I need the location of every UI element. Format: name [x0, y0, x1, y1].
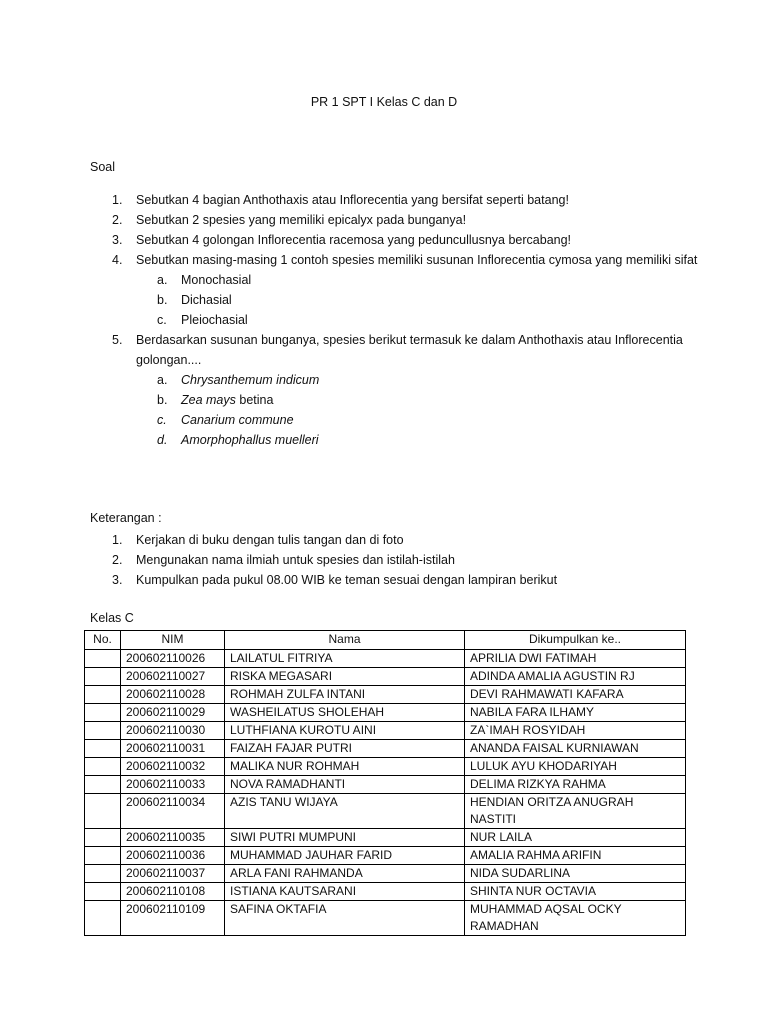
cell-no: [85, 794, 121, 829]
cell-nim: 200602110108: [121, 883, 225, 901]
cell-no: [85, 901, 121, 936]
cell-nim: 200602110035: [121, 829, 225, 847]
cell-nama: LAILATUL FITRIYA: [225, 650, 465, 668]
table-row: [85, 901, 686, 936]
table-row: [85, 668, 686, 686]
cell-nim: 200602110033: [121, 776, 225, 794]
cell-dikumpulkan: DELIMA RIZKYA RAHMA: [465, 776, 686, 794]
cell-dikumpulkan: DEVI RAHMAWATI KAFARA: [465, 686, 686, 704]
table-body: [85, 650, 686, 936]
table-row: [85, 650, 686, 668]
cell-nama: MUHAMMAD JAUHAR FARID: [225, 847, 465, 865]
table-row: [85, 686, 686, 704]
species-name: Canarium commune: [181, 413, 294, 427]
question-number: 4.: [112, 253, 123, 267]
cell-nama: MALIKA NUR ROHMAH: [225, 758, 465, 776]
table-row: [85, 758, 686, 776]
question-item: [112, 210, 702, 230]
question-number: 5.: [112, 333, 123, 347]
cell-dikumpulkan: HENDIAN ORITZA ANUGRAH NASTITI: [465, 794, 686, 829]
cell-dikumpulkan: MUHAMMAD AQSAL OCKY RAMADHAN: [465, 901, 686, 936]
cell-no: [85, 668, 121, 686]
sub-item: [112, 270, 702, 290]
cell-dikumpulkan: APRILIA DWI FATIMAH: [465, 650, 686, 668]
sub-letter: b.: [157, 393, 168, 407]
cell-nama: ISTIANA KAUTSARANI: [225, 883, 465, 901]
submission-table: [84, 630, 686, 936]
table-row: [85, 865, 686, 883]
note-item: [112, 570, 702, 590]
sub-letter: c.: [157, 313, 167, 327]
question-item: [112, 330, 702, 370]
question-item: [112, 250, 702, 270]
table-row: [85, 722, 686, 740]
cell-no: [85, 776, 121, 794]
document-title: PR 1 SPT I Kelas C dan D: [310, 95, 458, 109]
note-item: [112, 550, 702, 570]
cell-dikumpulkan: NIDA SUDARLINA: [465, 865, 686, 883]
keterangan-heading: Keterangan :: [90, 511, 162, 525]
question-item: [112, 230, 702, 250]
cell-dikumpulkan: ADINDA AMALIA AGUSTIN RJ: [465, 668, 686, 686]
species-name: Zea mays: [181, 393, 236, 407]
sub-letter: a.: [157, 273, 168, 287]
table-row: [85, 829, 686, 847]
question-text: Sebutkan 2 spesies yang memiliki epicalyx pada bunganya!: [136, 213, 467, 227]
cell-no: [85, 722, 121, 740]
cell-no: [85, 847, 121, 865]
header-nama: Nama: [225, 631, 465, 650]
cell-dikumpulkan: LULUK AYU KHODARIYAH: [465, 758, 686, 776]
sub-item: [112, 430, 702, 450]
header-no: No.: [85, 631, 121, 650]
note-text: Kerjakan di buku dengan tulis tangan dan di foto: [136, 533, 404, 547]
table-row: [85, 740, 686, 758]
cell-dikumpulkan: ANANDA FAISAL KURNIAWAN: [465, 740, 686, 758]
cell-nama: SAFINA OKTAFIA: [225, 901, 465, 936]
note-number: 2.: [112, 553, 123, 567]
table-header-row: [85, 631, 686, 650]
question-list: [112, 190, 702, 450]
cell-nim: 200602110026: [121, 650, 225, 668]
question-text: Sebutkan masing-masing 1 contoh spesies memiliki susunan Inflorecentia cymosa yang memiliki sifat: [136, 253, 698, 267]
question-text: Berdasarkan susunan bunganya, spesies berikut termasuk ke dalam Anthothaxis atau Inflorecentia golongan....: [136, 333, 683, 367]
cell-nama: RISKA MEGASARI: [225, 668, 465, 686]
note-text: Kumpulkan pada pukul 08.00 WIB ke teman sesuai dengan lampiran berikut: [136, 573, 558, 587]
soal-heading: Soal: [90, 160, 116, 174]
cell-nim: 200602110030: [121, 722, 225, 740]
cell-nim: 200602110037: [121, 865, 225, 883]
cell-nama: WASHEILATUS SHOLEHAH: [225, 704, 465, 722]
sub-letter: b.: [157, 293, 168, 307]
sub-item: [112, 410, 702, 430]
question-number: 2.: [112, 213, 123, 227]
question-text: Sebutkan 4 bagian Anthothaxis atau Inflorecentia yang bersifat seperti batang!: [136, 193, 569, 207]
cell-dikumpulkan: NABILA FARA ILHAMY: [465, 704, 686, 722]
cell-nama: NOVA RAMADHANTI: [225, 776, 465, 794]
table-row: [85, 704, 686, 722]
cell-nim: 200602110031: [121, 740, 225, 758]
cell-no: [85, 865, 121, 883]
header-dikumpulkan: Dikumpulkan ke..: [465, 631, 686, 650]
question-item: [112, 190, 702, 210]
question-number: 3.: [112, 233, 123, 247]
cell-nama: FAIZAH FAJAR PUTRI: [225, 740, 465, 758]
note-number: 1.: [112, 533, 123, 547]
sub-item: [112, 390, 702, 410]
cell-nim: 200602110109: [121, 901, 225, 936]
question-number: 1.: [112, 193, 123, 207]
cell-no: [85, 883, 121, 901]
cell-dikumpulkan: SHINTA NUR OCTAVIA: [465, 883, 686, 901]
cell-nama: ARLA FANI RAHMANDA: [225, 865, 465, 883]
sub-item: [112, 370, 702, 390]
cell-nim: 200602110034: [121, 794, 225, 829]
cell-dikumpulkan: AMALIA RAHMA ARIFIN: [465, 847, 686, 865]
cell-nim: 200602110032: [121, 758, 225, 776]
note-number: 3.: [112, 573, 123, 587]
species-suffix: betina: [235, 393, 274, 407]
question-text: Sebutkan 4 golongan Inflorecentia racemosa yang peduncullusnya bercabang!: [136, 233, 572, 247]
cell-nama: SIWI PUTRI MUMPUNI: [225, 829, 465, 847]
note-item: [112, 530, 702, 550]
cell-no: [85, 740, 121, 758]
sub-text: Dichasial: [181, 293, 232, 307]
cell-no: [85, 650, 121, 668]
note-text: Mengunakan nama ilmiah untuk spesies dan istilah-istilah: [136, 553, 455, 567]
cell-no: [85, 686, 121, 704]
table-row: [85, 794, 686, 829]
sub-letter: d.: [157, 433, 168, 447]
sub-item: [112, 290, 702, 310]
cell-dikumpulkan: ZA`IMAH ROSYIDAH: [465, 722, 686, 740]
sub-text: Pleiochasial: [181, 313, 248, 327]
notes-list: [112, 530, 702, 590]
cell-nama: ROHMAH ZULFA INTANI: [225, 686, 465, 704]
header-nim: NIM: [121, 631, 225, 650]
cell-no: [85, 758, 121, 776]
kelas-label: Kelas C: [90, 611, 134, 625]
table-row: [85, 847, 686, 865]
cell-nim: 200602110036: [121, 847, 225, 865]
species-name: Chrysanthemum indicum: [181, 373, 320, 387]
table-row: [85, 883, 686, 901]
cell-nim: 200602110027: [121, 668, 225, 686]
table-row: [85, 776, 686, 794]
cell-no: [85, 829, 121, 847]
sub-letter: a.: [157, 373, 168, 387]
cell-nim: 200602110029: [121, 704, 225, 722]
species-name: Amorphophallus muelleri: [181, 433, 319, 447]
sub-text: Monochasial: [181, 273, 252, 287]
cell-no: [85, 704, 121, 722]
cell-nama: AZIS TANU WIJAYA: [225, 794, 465, 829]
sub-letter: c.: [157, 413, 167, 427]
cell-nama: LUTHFIANA KUROTU AINI: [225, 722, 465, 740]
cell-nim: 200602110028: [121, 686, 225, 704]
cell-dikumpulkan: NUR LAILA: [465, 829, 686, 847]
sub-item: [112, 310, 702, 330]
